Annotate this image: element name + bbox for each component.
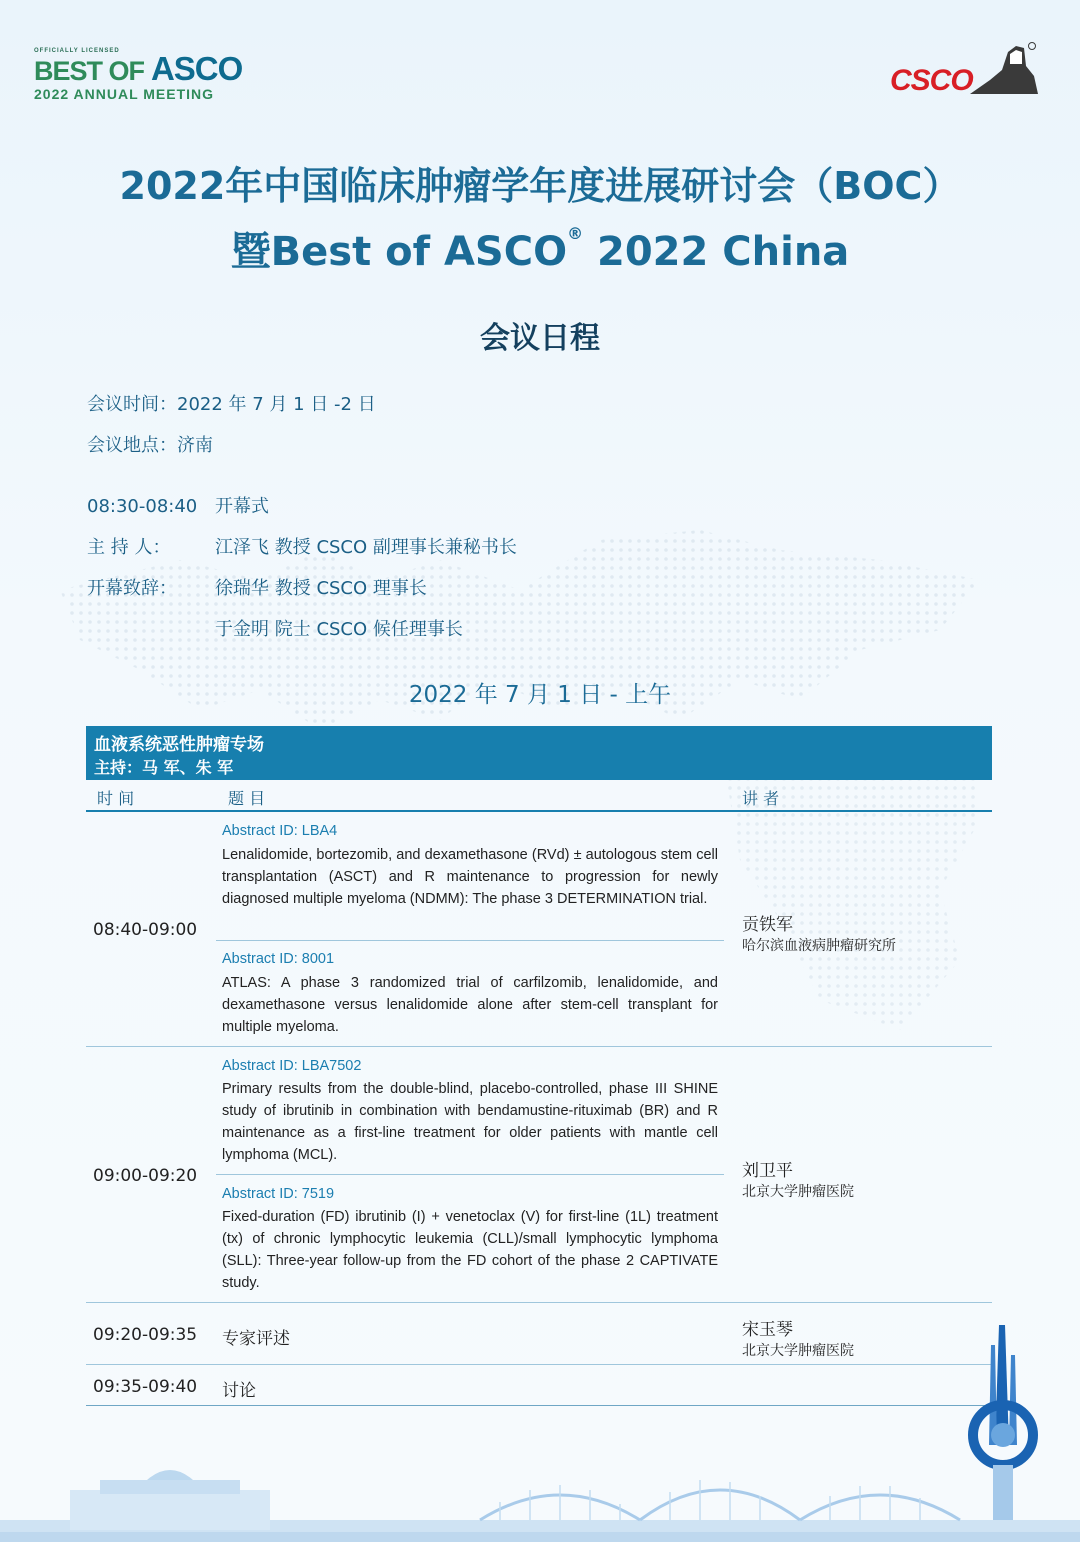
row1-abstract2-id: Abstract ID: 8001: [222, 951, 335, 967]
conference-subtitle: [0, 220, 1080, 277]
meeting-place-label: 会议地点：: [87, 435, 177, 456]
row2-abstract2-id: Abstract ID: 7519: [222, 1186, 335, 1202]
row3-topic: 专家评述: [222, 1329, 290, 1349]
opening-time: 08:30-08:40: [87, 496, 198, 517]
row1-time: 08:40-09:00: [93, 920, 198, 940]
meeting-place: [87, 431, 213, 457]
meeting-place-value: 济南: [177, 435, 213, 456]
row3-divider: [86, 1364, 992, 1365]
header-divider: [86, 810, 992, 812]
subtitle-post: 2022 China: [583, 229, 850, 275]
table-bottom-line: [86, 1405, 992, 1406]
map-dots-right: [700, 740, 990, 1040]
best-of-asco-logo: [34, 48, 274, 102]
asco-best-of: BEST OF: [34, 56, 145, 86]
csco-logo: [890, 40, 1040, 100]
row1-subdivider: [216, 940, 724, 941]
row3-speaker-name: 宋玉琴: [742, 1320, 793, 1340]
row3-speaker: [742, 1315, 854, 1360]
row1-divider: [86, 1046, 992, 1047]
row2-abstract1-text: Primary results from the double-blind, placebo-controlled, phase III SHINE study of ibrutinib in combination with bendamustine-rituximab (BR) and R maintenance as a first-line treatment for older patients with mantle cell lymphoma (MCL).: [222, 1081, 718, 1163]
header-topic: 题 目: [228, 789, 266, 808]
speech-value-1: 徐瑞华 教授 CSCO 理事长: [215, 578, 427, 599]
row2-speaker: [742, 1156, 854, 1201]
row2-time: 09:00-09:20: [93, 1166, 198, 1186]
conference-title: 2022年中国临床肿瘤学年度进展研讨会（BOC）: [119, 164, 961, 208]
asco-name: ASCO: [150, 50, 243, 87]
speech-label: 开幕致辞：: [87, 578, 177, 599]
row2-abstract2-text: Fixed-duration (FD) ibrutinib (I) + venetoclax (V) for first-line (1L) treatment (tx) of chronic lymphocytic leukemia (CLL)/small lymphocytic lymphoma (SLL): Three-year follow-up from the FD cohort of the phase 2 CAPTIVATE study.: [222, 1209, 718, 1291]
session-header: [86, 726, 992, 780]
schedule-heading: 会议日程: [480, 321, 600, 356]
host-row: [87, 533, 517, 559]
city-skyline-illustration: [0, 1440, 1080, 1542]
speech-value-2: 于金明 院士 CSCO 候任理事长: [215, 619, 463, 640]
asco-annual-meeting: 2022 ANNUAL MEETING: [34, 86, 215, 102]
row1-speaker-hospital: 哈尔滨血液病肿瘤研究所: [742, 938, 896, 954]
row4-time: 09:35-09:40: [93, 1377, 198, 1397]
row2-speaker-hospital: 北京大学肿瘤医院: [742, 1184, 854, 1200]
header-time: 时 间: [97, 789, 135, 808]
meeting-time-label: 会议时间：: [87, 394, 177, 415]
row4-topic: 讨论: [222, 1381, 256, 1401]
row2-abstract1-id: Abstract ID: LBA7502: [222, 1058, 362, 1074]
row3-speaker-hospital: 北京大学肿瘤医院: [742, 1343, 854, 1359]
registered-mark: ®: [567, 224, 584, 243]
meeting-time: [87, 390, 376, 416]
header-speaker: 讲 者: [742, 789, 780, 808]
speech-row-2: [87, 615, 463, 641]
row1-speaker: [742, 910, 896, 955]
row1-abstract2-text: ATLAS: A phase 3 randomized trial of carfilzomib, lenalidomide, and dexamethasone versus lenalidomide alone after stem-cell transplant for multiple myeloma.: [222, 975, 718, 1035]
day-heading: 2022 年 7 月 1 日 - 上午: [408, 682, 672, 708]
row1-speaker-name: 贡铁军: [742, 915, 793, 935]
row2-divider: [86, 1302, 992, 1303]
speech-row: [87, 574, 427, 600]
row2-subdivider: [216, 1174, 724, 1175]
opening-title: 开幕式: [215, 496, 269, 517]
asco-licensed-text: OFFICIALLY LICENSED: [34, 48, 120, 54]
session-chairs: 主持：马 军、朱 军: [94, 758, 234, 777]
session-name: 血液系统恶性肿瘤专场: [94, 735, 264, 755]
host-value: 江泽飞 教授 CSCO 副理事长兼秘书长: [215, 537, 517, 558]
subtitle-pre: 暨Best of ASCO: [230, 229, 568, 275]
row1-abstract1-id: Abstract ID: LBA4: [222, 823, 338, 839]
meeting-time-value: 2022 年 7 月 1 日 -2 日: [177, 394, 376, 415]
host-label: 主 持 人：: [87, 537, 171, 558]
csco-text: CSCO: [890, 64, 973, 97]
row3-time: 09:20-09:35: [93, 1325, 198, 1345]
row1-abstract1-text: Lenalidomide, bortezomib, and dexamethasone (RVd) ± autologous stem cell transplantation (ASCT) and R maintenance to progression for newly diagnosed multiple myeloma (NDMM): The phase 3 DETERMINATION trial.: [222, 847, 718, 907]
row2-speaker-name: 刘卫平: [742, 1161, 793, 1181]
opening-row: [87, 492, 269, 518]
